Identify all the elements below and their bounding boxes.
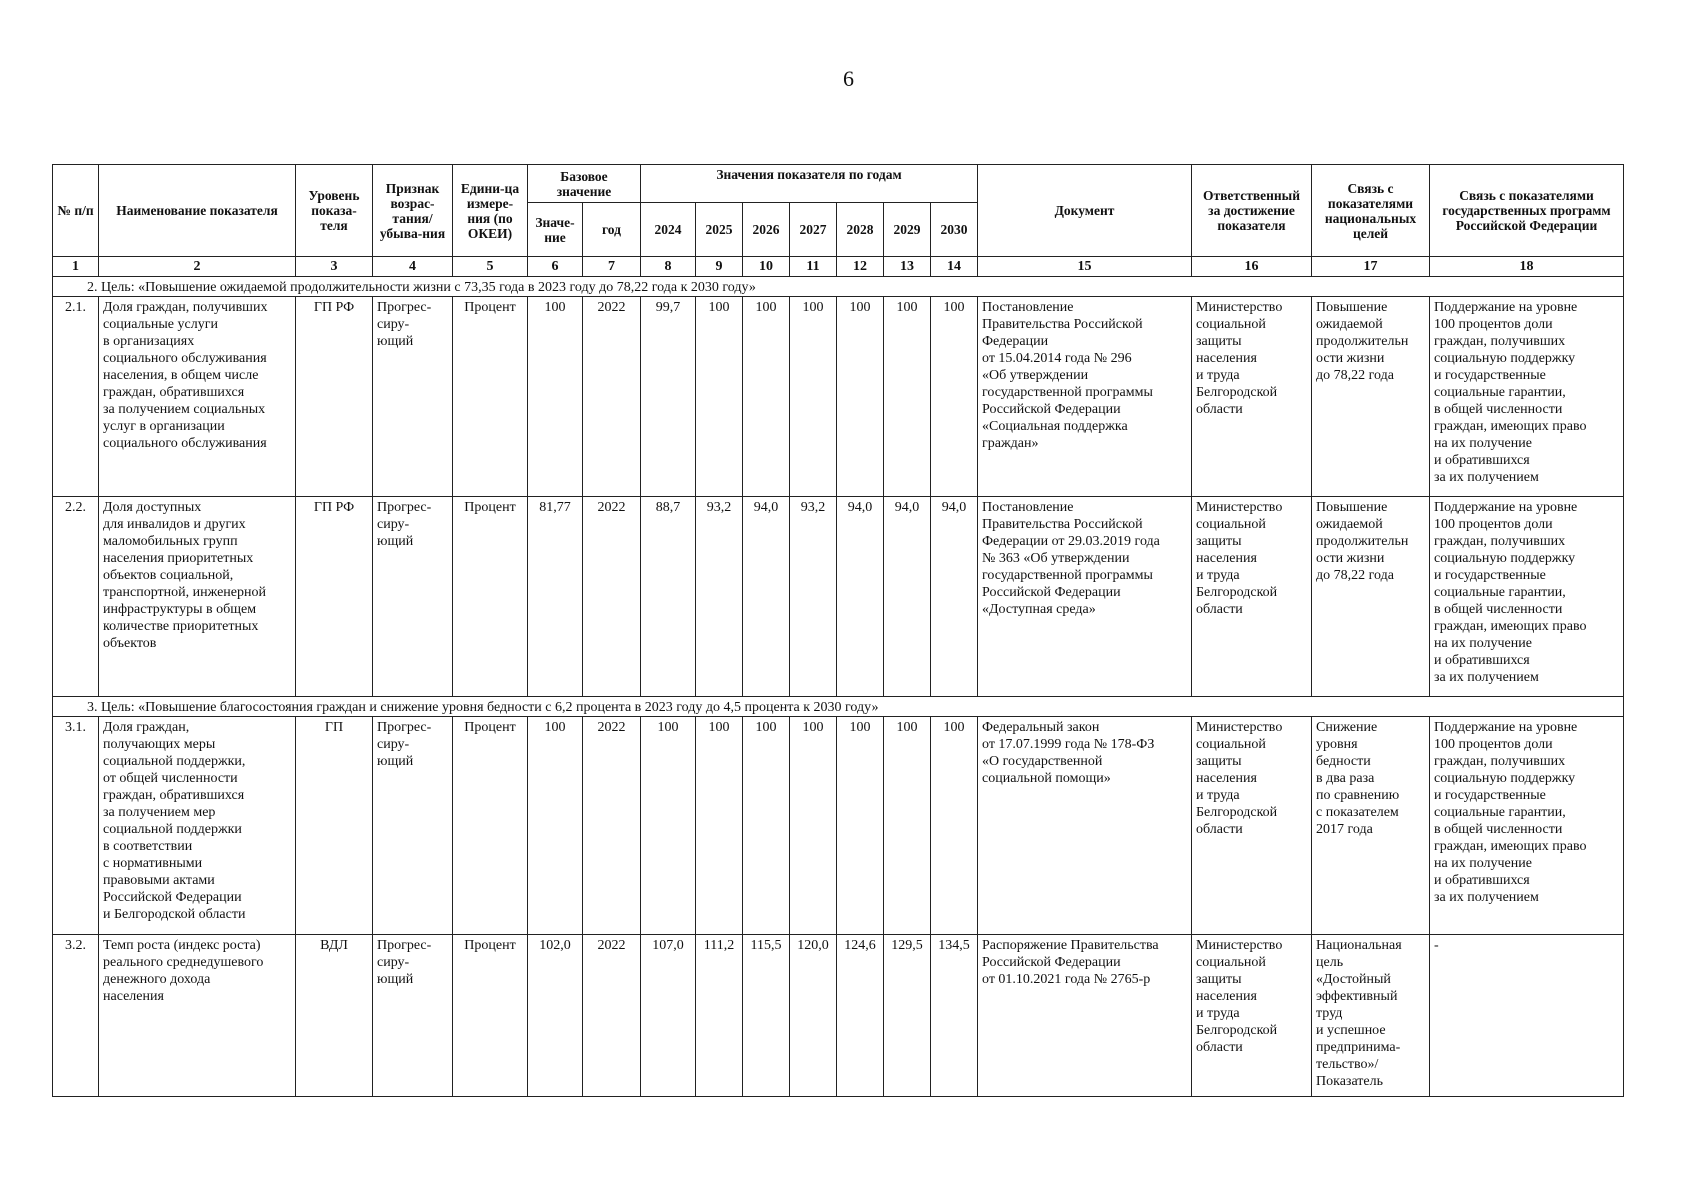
year-value: 100 xyxy=(696,717,743,935)
state-link-text: Поддержание на уровне 100 процентов доли граждан, получивших социальную поддержку и государственные социальные гарантии, в общей численности граждан, имеющих право на их получение и обратившихся за их получением xyxy=(1430,497,1624,697)
header-year: 2026 xyxy=(743,203,790,257)
column-number: 12 xyxy=(837,257,884,277)
indicator-level: ГП xyxy=(296,717,373,935)
year-value: 100 xyxy=(884,717,931,935)
column-number: 1 xyxy=(53,257,99,277)
header-base: Базовое значение xyxy=(528,165,641,203)
column-number: 15 xyxy=(978,257,1192,277)
base-year: 2022 xyxy=(583,935,641,1097)
page-number: 6 xyxy=(843,66,854,91)
column-number: 6 xyxy=(528,257,583,277)
year-value: 120,0 xyxy=(790,935,837,1097)
column-number: 3 xyxy=(296,257,373,277)
national-link-text: Повышение ожидаемой продолжительн ости жизни до 78,22 года xyxy=(1312,497,1430,697)
base-year: 2022 xyxy=(583,497,641,697)
row-number: 2.2. xyxy=(53,497,99,697)
year-value: 115,5 xyxy=(743,935,790,1097)
indicator-unit: Процент xyxy=(453,297,528,497)
responsible-text: Министерство социальной защиты населения и труда Белгородской области xyxy=(1192,297,1312,497)
header-document: Документ xyxy=(978,165,1192,257)
year-value: 94,0 xyxy=(931,497,978,697)
column-number: 7 xyxy=(583,257,641,277)
year-value: 100 xyxy=(696,297,743,497)
table-row xyxy=(53,297,1624,497)
goal-title: 2. Цель: «Повышение ожидаемой продолжительности жизни с 73,35 года в 2023 году до 78,22 года к 2030 году» xyxy=(53,277,1624,297)
column-number: 2 xyxy=(99,257,296,277)
year-value: 100 xyxy=(837,717,884,935)
column-number: 11 xyxy=(790,257,837,277)
document-text: Постановление Правительства Российской Федерации от 29.03.2019 года № 363 «Об утверждении государственной программы Российской Федерации «Доступная среда» xyxy=(978,497,1192,697)
document-text: Постановление Правительства Российской Федерации от 15.04.2014 года № 296 «Об утверждении государственной программы Российской Федерации «Социальная поддержка граждан» xyxy=(978,297,1192,497)
responsible-text: Министерство социальной защиты населения и труда Белгородской области xyxy=(1192,717,1312,935)
header-responsible: Ответственный за достижение показателя xyxy=(1192,165,1312,257)
row-number: 3.2. xyxy=(53,935,99,1097)
header-base-value: Значе-ние xyxy=(528,203,583,257)
indicator-unit: Процент xyxy=(453,717,528,935)
year-value: 134,5 xyxy=(931,935,978,1097)
base-year: 2022 xyxy=(583,297,641,497)
header-state-link: Связь с показателями государственных программ Российской Федерации xyxy=(1430,165,1624,257)
header-year: 2028 xyxy=(837,203,884,257)
document-text: Распоряжение Правительства Российской Федерации от 01.10.2021 года № 2765-р xyxy=(978,935,1192,1097)
state-link-text: - xyxy=(1430,935,1624,1097)
header-base-year: год xyxy=(583,203,641,257)
year-value: 100 xyxy=(837,297,884,497)
indicator-level: ГП РФ xyxy=(296,297,373,497)
year-value: 107,0 xyxy=(641,935,696,1097)
header-year: 2027 xyxy=(790,203,837,257)
indicator-name: Темп роста (индекс роста) реального среднедушевого денежного дохода населения xyxy=(99,935,296,1097)
responsible-text: Министерство социальной защиты населения и труда Белгородской области xyxy=(1192,935,1312,1097)
column-number: 16 xyxy=(1192,257,1312,277)
base-value: 102,0 xyxy=(528,935,583,1097)
indicator-name: Доля граждан, получающих меры социальной поддержки, от общей численности граждан, обратившихся за получением мер социальной поддержки в соответствии с нормативными правовыми актами Российской Федерации и Белгородской области xyxy=(99,717,296,935)
header-no: № п/п xyxy=(53,165,99,257)
table-row xyxy=(53,717,1624,935)
year-value: 111,2 xyxy=(696,935,743,1097)
header-trend: Признак возрас-тания/ убыва-ния xyxy=(373,165,453,257)
base-value: 81,77 xyxy=(528,497,583,697)
year-value: 100 xyxy=(743,717,790,935)
header-year: 2029 xyxy=(884,203,931,257)
indicator-unit: Процент xyxy=(453,935,528,1097)
national-link-text: Национальная цель «Достойный эффективный труд и успешное предпринима- тельство»/ Показатель xyxy=(1312,935,1430,1097)
table-row xyxy=(53,497,1624,697)
year-value: 99,7 xyxy=(641,297,696,497)
column-number: 13 xyxy=(884,257,931,277)
indicator-name: Доля граждан, получивших социальные услуги в организациях социального обслуживания населения, в общем числе граждан, обратившихся за получением социальных услуг в организации социального обслуживания xyxy=(99,297,296,497)
indicator-trend: Прогрес- сиру- ющий xyxy=(373,297,453,497)
national-link-text: Повышение ожидаемой продолжительн ости жизни до 78,22 года xyxy=(1312,297,1430,497)
year-value: 124,6 xyxy=(837,935,884,1097)
column-number: 14 xyxy=(931,257,978,277)
indicator-trend: Прогрес- сиру- ющий xyxy=(373,935,453,1097)
base-value: 100 xyxy=(528,717,583,935)
year-value: 129,5 xyxy=(884,935,931,1097)
column-numbers-row xyxy=(53,257,1624,277)
document-text: Федеральный закон от 17.07.1999 года № 178-ФЗ «О государственной социальной помощи» xyxy=(978,717,1192,935)
year-value: 100 xyxy=(743,297,790,497)
base-year: 2022 xyxy=(583,717,641,935)
column-number: 5 xyxy=(453,257,528,277)
year-value: 100 xyxy=(790,717,837,935)
year-value: 93,2 xyxy=(790,497,837,697)
column-number: 17 xyxy=(1312,257,1430,277)
year-value: 100 xyxy=(884,297,931,497)
column-number: 9 xyxy=(696,257,743,277)
year-value: 100 xyxy=(931,717,978,935)
indicator-level: ВДЛ xyxy=(296,935,373,1097)
header-by-years: Значения показателя по годам xyxy=(641,165,978,203)
year-value: 93,2 xyxy=(696,497,743,697)
header-unit: Едини-ца измере-ния (по ОКЕИ) xyxy=(453,165,528,257)
indicator-name: Доля доступных для инвалидов и других маломобильных групп населения приоритетных объектов социальной, транспортной, инженерной инфраструктуры в общем количестве приоритетных объектов xyxy=(99,497,296,697)
column-number: 8 xyxy=(641,257,696,277)
national-link-text: Снижение уровня бедности в два раза по сравнению с показателем 2017 года xyxy=(1312,717,1430,935)
indicator-trend: Прогрес- сиру- ющий xyxy=(373,717,453,935)
column-number: 18 xyxy=(1430,257,1624,277)
header-national-link: Связь с показателями национальных целей xyxy=(1312,165,1430,257)
indicator-trend: Прогрес- сиру- ющий xyxy=(373,497,453,697)
indicators-table xyxy=(52,164,1624,1097)
state-link-text: Поддержание на уровне 100 процентов доли граждан, получивших социальную поддержку и государственные социальные гарантии, в общей численности граждан, имеющих право на их получение и обратившихся за их получением xyxy=(1430,717,1624,935)
row-number: 3.1. xyxy=(53,717,99,935)
year-value: 100 xyxy=(790,297,837,497)
indicator-level: ГП РФ xyxy=(296,497,373,697)
table-row xyxy=(53,935,1624,1097)
goal-row xyxy=(53,697,1624,717)
base-value: 100 xyxy=(528,297,583,497)
column-number: 10 xyxy=(743,257,790,277)
header-year: 2030 xyxy=(931,203,978,257)
goal-row xyxy=(53,277,1624,297)
year-value: 100 xyxy=(641,717,696,935)
header-year: 2024 xyxy=(641,203,696,257)
year-value: 88,7 xyxy=(641,497,696,697)
header-level: Уровень показа-теля xyxy=(296,165,373,257)
header-year: 2025 xyxy=(696,203,743,257)
year-value: 100 xyxy=(931,297,978,497)
goal-title: 3. Цель: «Повышение благосостояния граждан и снижение уровня бедности с 6,2 процента в 2023 году до 4,5 процента к 2030 году» xyxy=(53,697,1624,717)
year-value: 94,0 xyxy=(837,497,884,697)
state-link-text: Поддержание на уровне 100 процентов доли граждан, получивших социальную поддержку и государственные социальные гарантии, в общей численности граждан, имеющих право на их получение и обратившихся за их получением xyxy=(1430,297,1624,497)
row-number: 2.1. xyxy=(53,297,99,497)
year-value: 94,0 xyxy=(743,497,790,697)
column-number: 4 xyxy=(373,257,453,277)
header-name: Наименование показателя xyxy=(99,165,296,257)
indicator-unit: Процент xyxy=(453,497,528,697)
year-value: 94,0 xyxy=(884,497,931,697)
responsible-text: Министерство социальной защиты населения и труда Белгородской области xyxy=(1192,497,1312,697)
